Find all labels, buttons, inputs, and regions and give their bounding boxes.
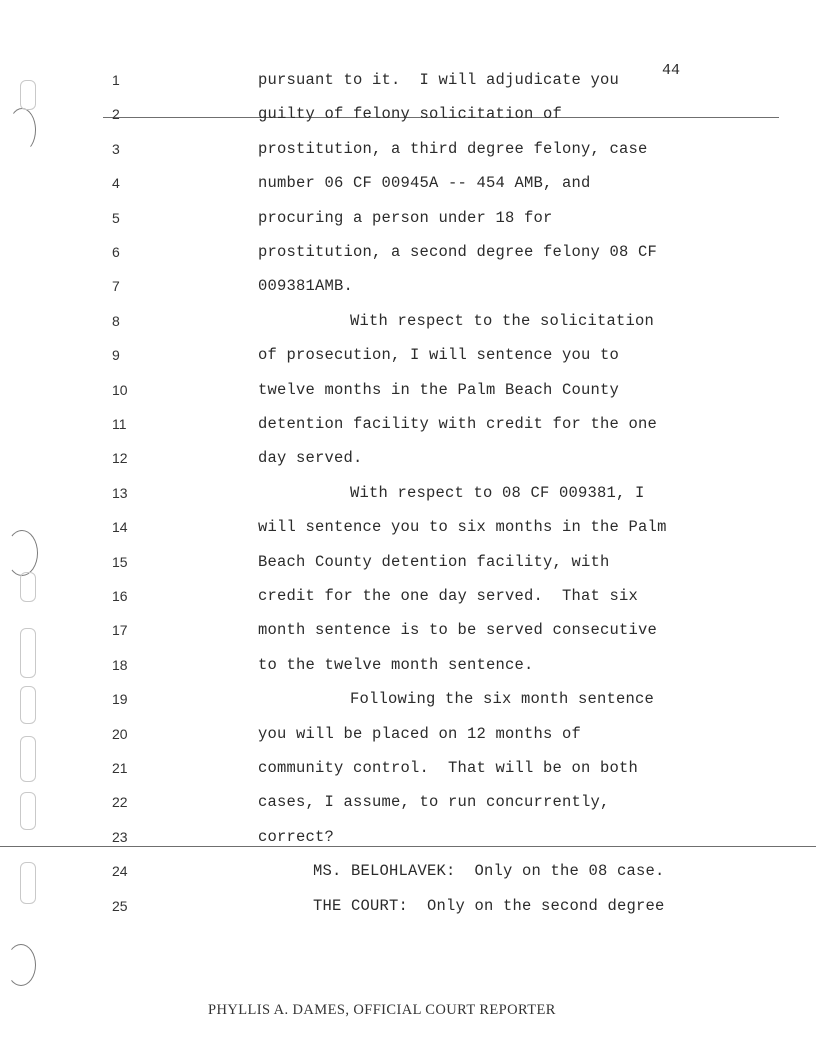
- line-text: number 06 CF 00945A -- 454 AMB, and: [258, 174, 591, 193]
- line-text: pursuant to it. I will adjudicate you: [258, 71, 620, 89]
- line-number: 23: [112, 828, 128, 845]
- line-number: 6: [112, 244, 120, 260]
- line-text: THE COURT: Only on the second degree: [313, 896, 665, 915]
- line-text: Following the six month sentence: [350, 690, 655, 709]
- line-number: 13: [112, 484, 128, 501]
- transcript-line: [0, 269, 816, 303]
- line-number: 10: [112, 381, 128, 398]
- page-number: 44: [662, 62, 681, 79]
- line-number: 24: [112, 863, 128, 880]
- transcript-line: [0, 785, 816, 819]
- transcript-line: [0, 166, 816, 200]
- line-text: With respect to 08 CF 009381, I: [350, 483, 645, 502]
- transcript-line: [0, 132, 816, 166]
- line-number: 5: [112, 209, 120, 226]
- transcript-line: [0, 97, 816, 131]
- transcript-line: [0, 201, 816, 235]
- transcript-line: [0, 820, 816, 854]
- line-number: 21: [112, 760, 128, 776]
- line-text: of prosecution, I will sentence you to: [258, 346, 620, 365]
- line-text: twelve months in the Palm Beach County: [258, 380, 620, 399]
- line-number: 8: [112, 312, 120, 329]
- line-text: detention facility with credit for the one: [258, 415, 658, 433]
- line-text: will sentence you to six months in the Palm: [258, 518, 667, 537]
- transcript-line: [0, 63, 816, 97]
- line-text: With respect to the solicitation: [350, 311, 655, 330]
- transcript-line: [0, 338, 816, 372]
- transcript-line: [0, 751, 816, 785]
- line-text: you will be placed on 12 months of: [258, 724, 582, 743]
- line-number: 3: [112, 140, 120, 157]
- transcript-line: [0, 373, 816, 407]
- line-text: day served.: [258, 449, 363, 468]
- transcript-line: [0, 441, 816, 475]
- transcript-line: [0, 717, 816, 751]
- line-text: prostitution, a third degree felony, case: [258, 139, 648, 158]
- line-number: 14: [112, 519, 128, 536]
- transcript-line: [0, 545, 816, 579]
- transcript-line: [0, 889, 816, 923]
- line-number: 12: [112, 450, 128, 467]
- line-number: 16: [112, 588, 128, 604]
- line-number: 2: [112, 106, 120, 123]
- line-text: month sentence is to be served consecutive: [258, 621, 658, 640]
- line-number: 18: [112, 656, 128, 673]
- transcript-line: [0, 407, 816, 441]
- line-text: correct?: [258, 827, 335, 846]
- transcript-line: [0, 613, 816, 647]
- line-number: 17: [112, 622, 128, 639]
- line-text: 009381AMB.: [258, 277, 354, 296]
- transcript-line: [0, 579, 816, 613]
- transcript-line: [0, 510, 816, 544]
- line-number: 19: [112, 691, 128, 708]
- line-number: 1: [112, 72, 120, 88]
- reporter-footer: PHYLLIS A. DAMES, OFFICIAL COURT REPORTER: [208, 1002, 556, 1018]
- line-number: 4: [112, 175, 120, 192]
- transcript-line: [0, 476, 816, 510]
- transcript-line: [0, 854, 816, 888]
- line-number: 22: [112, 794, 128, 811]
- line-number: 15: [112, 553, 128, 570]
- transcript-line: [0, 235, 816, 269]
- transcript-line: [0, 682, 816, 716]
- line-number: 20: [112, 725, 128, 742]
- line-number: 25: [112, 897, 128, 914]
- line-number: 7: [112, 278, 120, 295]
- line-text: MS. BELOHLAVEK: Only on the 08 case.: [313, 862, 665, 881]
- line-text: credit for the one day served. That six: [258, 587, 639, 605]
- line-text: prostitution, a second degree felony 08 CF: [258, 243, 658, 261]
- line-number: 11: [112, 416, 127, 432]
- transcript-line: [0, 304, 816, 338]
- line-number: 9: [112, 347, 120, 364]
- transcript-line: [0, 648, 816, 682]
- line-text: cases, I assume, to run concurrently,: [258, 793, 610, 812]
- line-text: community control. That will be on both: [258, 759, 639, 777]
- line-text: guilty of felony solicitation of: [258, 105, 563, 124]
- line-text: procuring a person under 18 for: [258, 208, 553, 227]
- line-text: to the twelve month sentence.: [258, 655, 534, 674]
- line-text: Beach County detention facility, with: [258, 552, 610, 571]
